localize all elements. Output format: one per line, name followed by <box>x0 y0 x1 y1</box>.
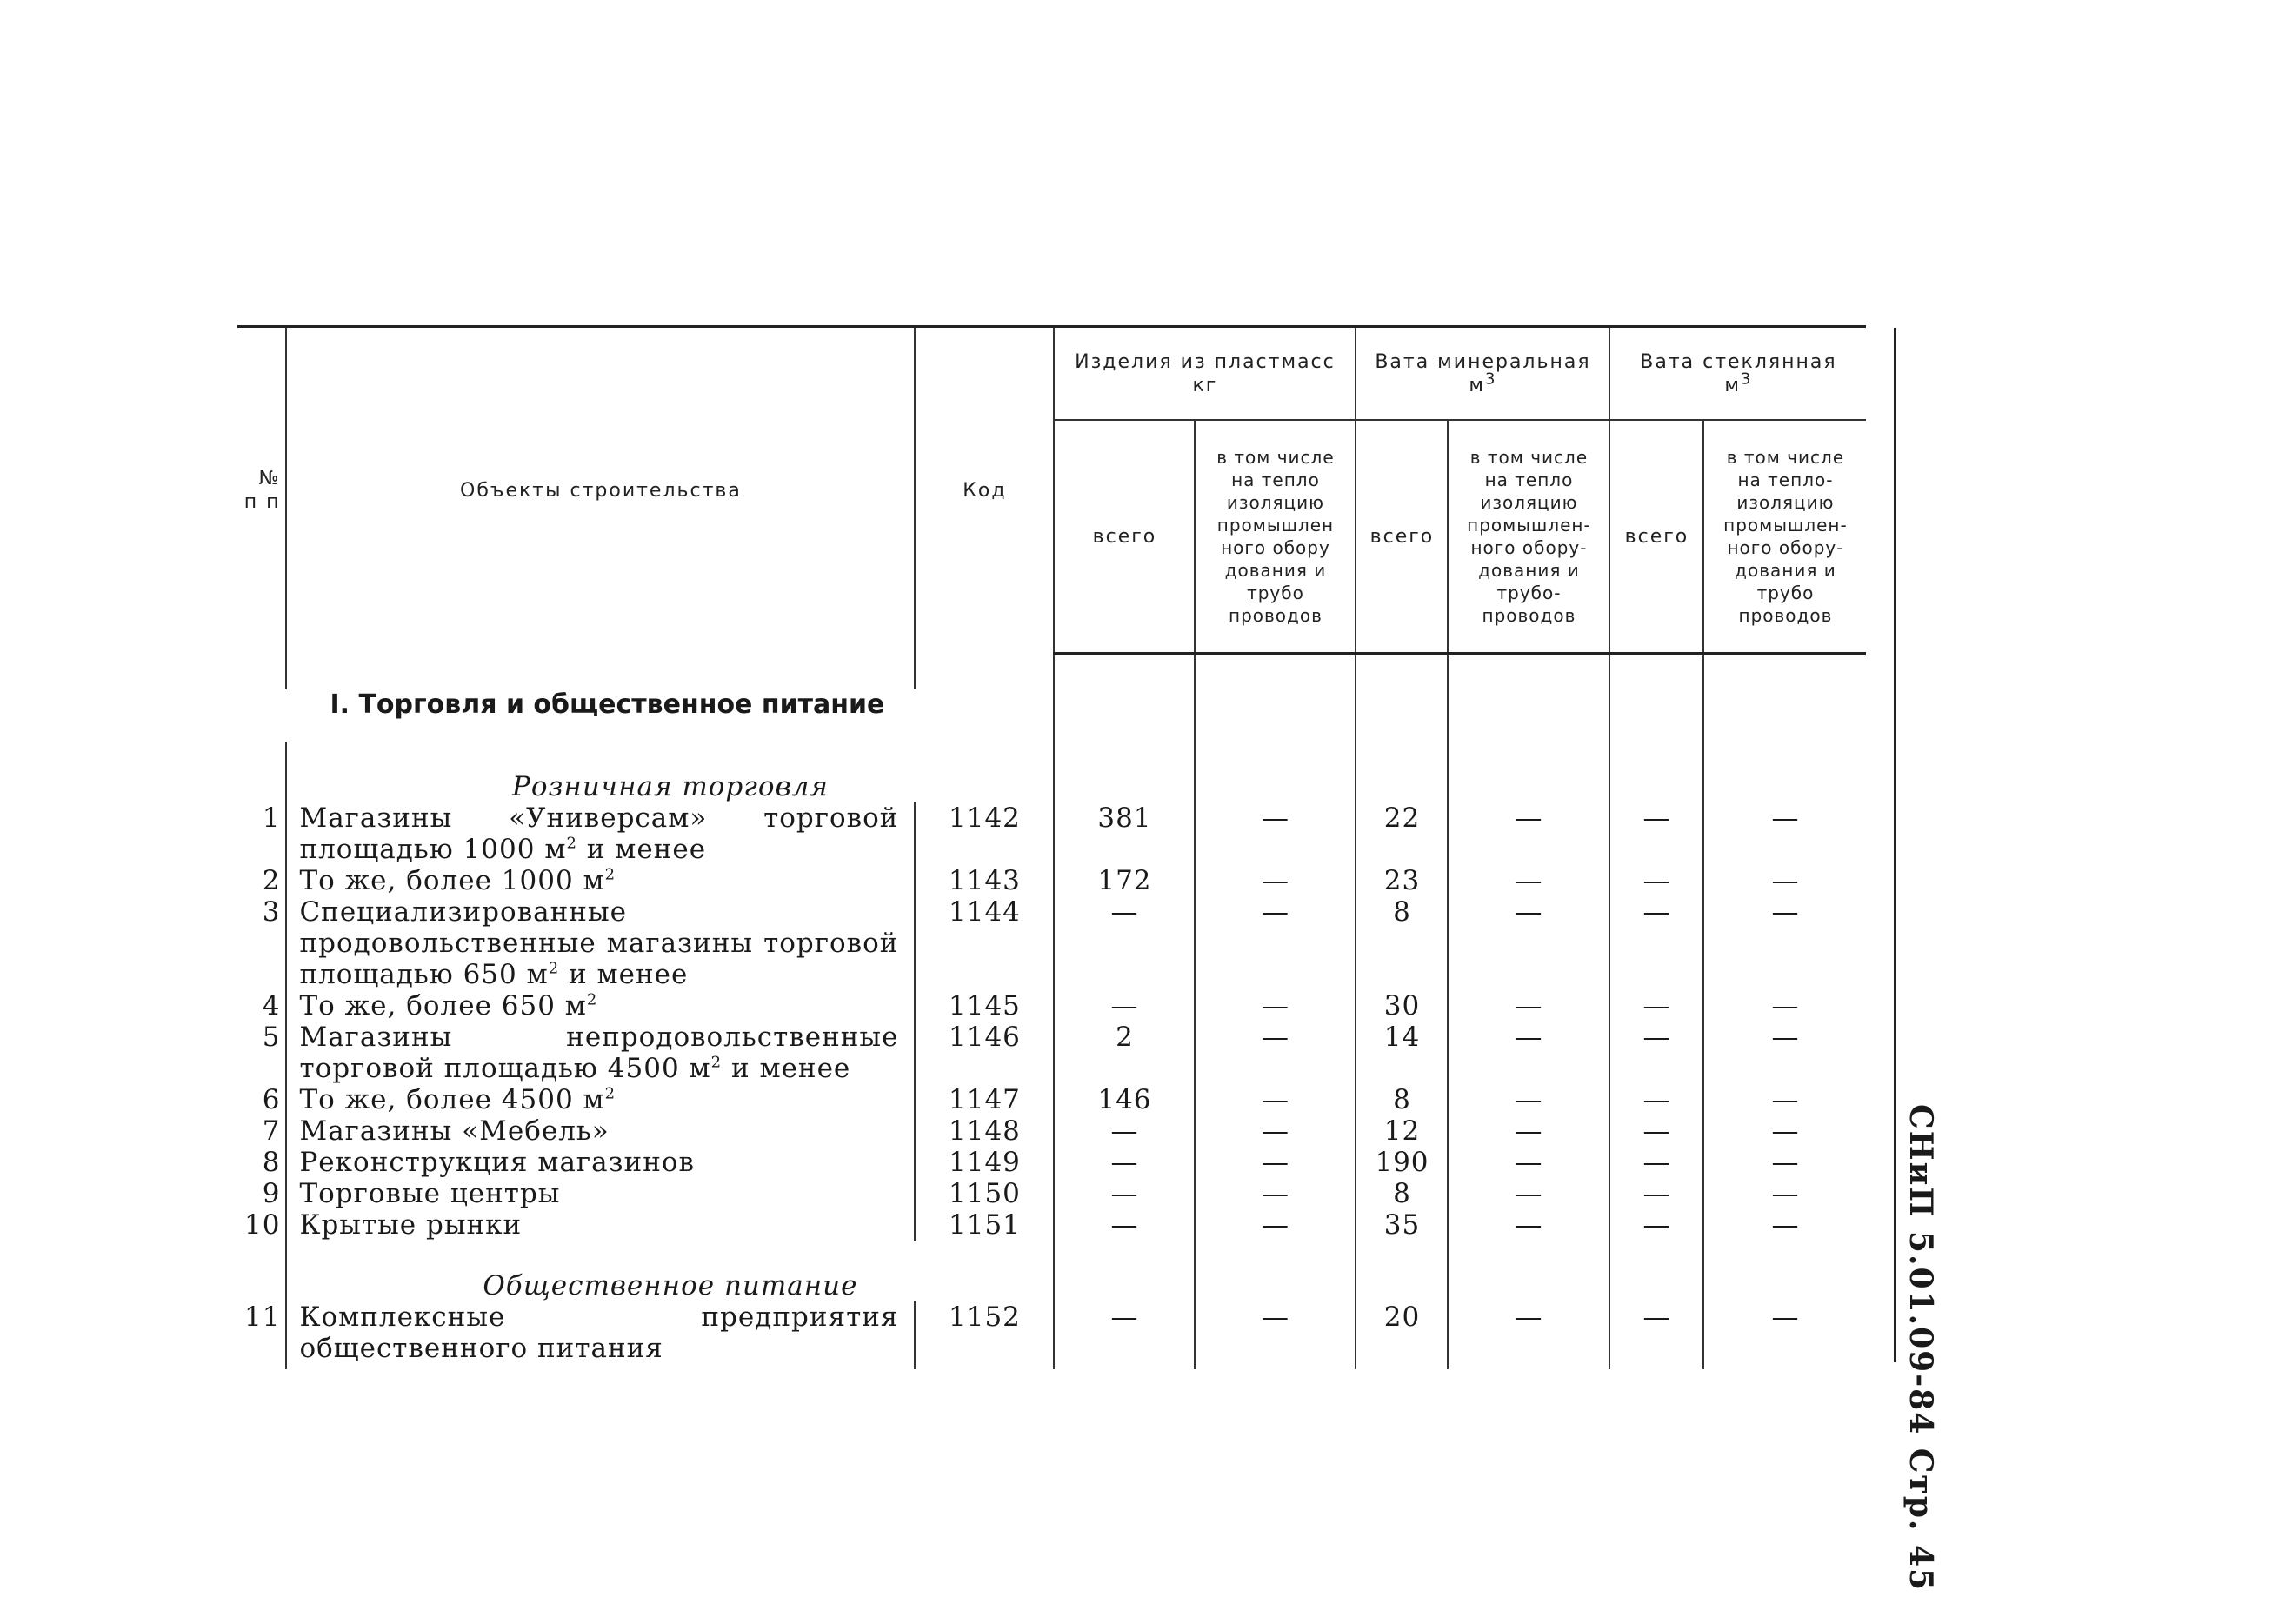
mineral-insulation: — <box>1448 1301 1609 1364</box>
plastic-insulation: — <box>1195 1084 1356 1115</box>
glass-total: — <box>1609 1178 1703 1209</box>
plastic-total: 2 <box>1054 1022 1195 1084</box>
glass-insulation: — <box>1703 1022 1866 1084</box>
mineral-insulation: — <box>1448 802 1609 865</box>
table-row <box>237 990 1866 1022</box>
glass-total: — <box>1609 1209 1703 1241</box>
mineral-total: 8 <box>1356 1178 1448 1209</box>
row-number: 11 <box>244 1301 281 1333</box>
norms-table <box>237 325 1866 1369</box>
glass-total: — <box>1609 1022 1703 1084</box>
header-objects: Объекты строительства <box>286 327 915 654</box>
subsection-title: Розничная торговля <box>511 771 829 802</box>
mineral-total: 22 <box>1356 802 1448 865</box>
row-object: Специализированные продовольственные магазины торговой площадью 650 $м^2$ и менее <box>286 896 915 990</box>
mineral-total: 14 <box>1356 1022 1448 1084</box>
row-code: 1146 <box>915 1022 1054 1084</box>
table-header <box>237 327 1866 654</box>
row-object: То же, более 4500 $м^2$ <box>286 1084 915 1115</box>
glass-insulation: — <box>1703 896 1866 990</box>
glass-total: — <box>1609 990 1703 1022</box>
mineral-total: 35 <box>1356 1209 1448 1241</box>
plastic-insulation: — <box>1195 896 1356 990</box>
glass-total: — <box>1609 865 1703 896</box>
mineral-total: 30 <box>1356 990 1448 1022</box>
mineral-insulation: — <box>1448 896 1609 990</box>
row-code: 1152 <box>915 1301 1054 1364</box>
plastic-total: 381 <box>1054 802 1195 865</box>
header-mineral-incl: в том числе на тепло изоляцию промышлен- ного обору- дования и трубо- проводов <box>1448 420 1609 654</box>
row-number: 8 <box>262 1147 281 1178</box>
row-number: 4 <box>262 990 281 1022</box>
row-code: 1143 <box>915 865 1054 896</box>
row-number: 1 <box>262 802 281 834</box>
glass-insulation: — <box>1703 1084 1866 1115</box>
table-row <box>237 896 1866 990</box>
mineral-total: 23 <box>1356 865 1448 896</box>
subsection-title: Общественное питание <box>483 1270 858 1301</box>
plastic-total: — <box>1054 1301 1195 1364</box>
header-code: Код <box>915 327 1054 654</box>
side-label-text: СНиП 5.01.09-84 Стр. 45 <box>1902 1104 1939 1593</box>
glass-insulation: — <box>1703 1209 1866 1241</box>
plastic-total: — <box>1054 1209 1195 1241</box>
row-object: Торговые центры <box>286 1178 915 1209</box>
mineral-insulation: — <box>1448 1178 1609 1209</box>
plastic-insulation: — <box>1195 1022 1356 1084</box>
row-object: Реконструкция магазинов <box>286 1147 915 1178</box>
plastic-insulation: — <box>1195 1301 1356 1364</box>
glass-insulation: — <box>1703 802 1866 865</box>
glass-total: — <box>1609 1115 1703 1147</box>
row-number: 6 <box>262 1084 281 1115</box>
row-number: 3 <box>262 896 281 928</box>
row-object: Магазины «Универсам» торговой площадью 1000 $м^2$ и менее <box>286 802 915 865</box>
table-row <box>237 802 1866 865</box>
row-number: 9 <box>262 1178 281 1209</box>
row-code: 1148 <box>915 1115 1054 1147</box>
row-code: 1147 <box>915 1084 1054 1115</box>
mineral-total: 190 <box>1356 1147 1448 1178</box>
row-object: То же, более 1000 $м^2$ <box>286 865 915 896</box>
plastic-total: 146 <box>1054 1084 1195 1115</box>
table-row <box>237 1115 1866 1147</box>
glass-insulation: — <box>1703 990 1866 1022</box>
plastic-insulation: — <box>1195 1147 1356 1178</box>
row-code: 1149 <box>915 1147 1054 1178</box>
mineral-insulation: — <box>1448 990 1609 1022</box>
table-row <box>237 1301 1866 1364</box>
row-code: 1151 <box>915 1209 1054 1241</box>
glass-insulation: — <box>1703 1178 1866 1209</box>
table-row <box>237 1084 1866 1115</box>
glass-total: — <box>1609 1301 1703 1364</box>
row-code: 1144 <box>915 896 1054 990</box>
plastic-insulation: — <box>1195 1209 1356 1241</box>
mineral-total: 12 <box>1356 1115 1448 1147</box>
glass-total: — <box>1609 1147 1703 1178</box>
plastic-insulation: — <box>1195 990 1356 1022</box>
row-number: 2 <box>262 865 281 896</box>
row-object: Магазины непродовольственные торговой площадью 4500 $м^2$ и менее <box>286 1022 915 1084</box>
plastic-total: — <box>1054 1178 1195 1209</box>
plastic-total: — <box>1054 1115 1195 1147</box>
table-row <box>237 1022 1866 1084</box>
row-code: 1145 <box>915 990 1054 1022</box>
row-object: Комплексные предприятия общественного питания <box>286 1301 915 1364</box>
page-border-line <box>1894 328 1896 1362</box>
table-row <box>237 1209 1866 1241</box>
row-number: 10 <box>244 1209 281 1241</box>
header-glass-total: всего <box>1609 420 1703 654</box>
glass-insulation: — <box>1703 865 1866 896</box>
row-number: 7 <box>262 1115 281 1147</box>
glass-total: — <box>1609 802 1703 865</box>
mineral-total: 20 <box>1356 1301 1448 1364</box>
header-plastic-incl: в том числе на тепло изоляцию промышлен ного обору дования и трубо проводов <box>1195 420 1356 654</box>
header-mineral-wool: Вата минеральная $м^3$ <box>1356 327 1609 421</box>
plastic-total: — <box>1054 1147 1195 1178</box>
glass-insulation: — <box>1703 1147 1866 1178</box>
mineral-insulation: — <box>1448 1022 1609 1084</box>
plastic-total: — <box>1054 896 1195 990</box>
mineral-insulation: — <box>1448 865 1609 896</box>
glass-total: — <box>1609 896 1703 990</box>
row-code: 1142 <box>915 802 1054 865</box>
mineral-insulation: — <box>1448 1084 1609 1115</box>
glass-insulation: — <box>1703 1115 1866 1147</box>
glass-insulation: — <box>1703 1301 1866 1364</box>
header-number: № п п <box>237 327 286 654</box>
mineral-insulation: — <box>1448 1209 1609 1241</box>
row-code: 1150 <box>915 1178 1054 1209</box>
plastic-insulation: — <box>1195 865 1356 896</box>
row-number: 5 <box>262 1022 281 1053</box>
table-row <box>237 1147 1866 1178</box>
header-plastic: Изделия из пластмасс кг <box>1054 327 1356 421</box>
table-row <box>237 865 1866 896</box>
mineral-total: 8 <box>1356 896 1448 990</box>
row-object: То же, более 650 $м^2$ <box>286 990 915 1022</box>
plastic-total: — <box>1054 990 1195 1022</box>
mineral-total: 8 <box>1356 1084 1448 1115</box>
plastic-insulation: — <box>1195 1178 1356 1209</box>
header-glass-wool: Вата стеклянная $м^3$ <box>1609 327 1866 421</box>
mineral-insulation: — <box>1448 1147 1609 1178</box>
plastic-total: 172 <box>1054 865 1195 896</box>
section-title: I. Торговля и общественное питание <box>330 689 885 720</box>
plastic-insulation: — <box>1195 802 1356 865</box>
header-glass-incl: в том числе на тепло- изоляцию промышлен- ного обору- дования и трубо проводов <box>1703 420 1866 654</box>
row-object: Магазины «Мебель» <box>286 1115 915 1147</box>
glass-total: — <box>1609 1084 1703 1115</box>
row-object: Крытые рынки <box>286 1209 915 1241</box>
table-body <box>237 654 1866 1370</box>
header-plastic-total: всего <box>1054 420 1195 654</box>
table-row <box>237 1178 1866 1209</box>
plastic-insulation: — <box>1195 1115 1356 1147</box>
mineral-insulation: — <box>1448 1115 1609 1147</box>
header-mineral-total: всего <box>1356 420 1448 654</box>
